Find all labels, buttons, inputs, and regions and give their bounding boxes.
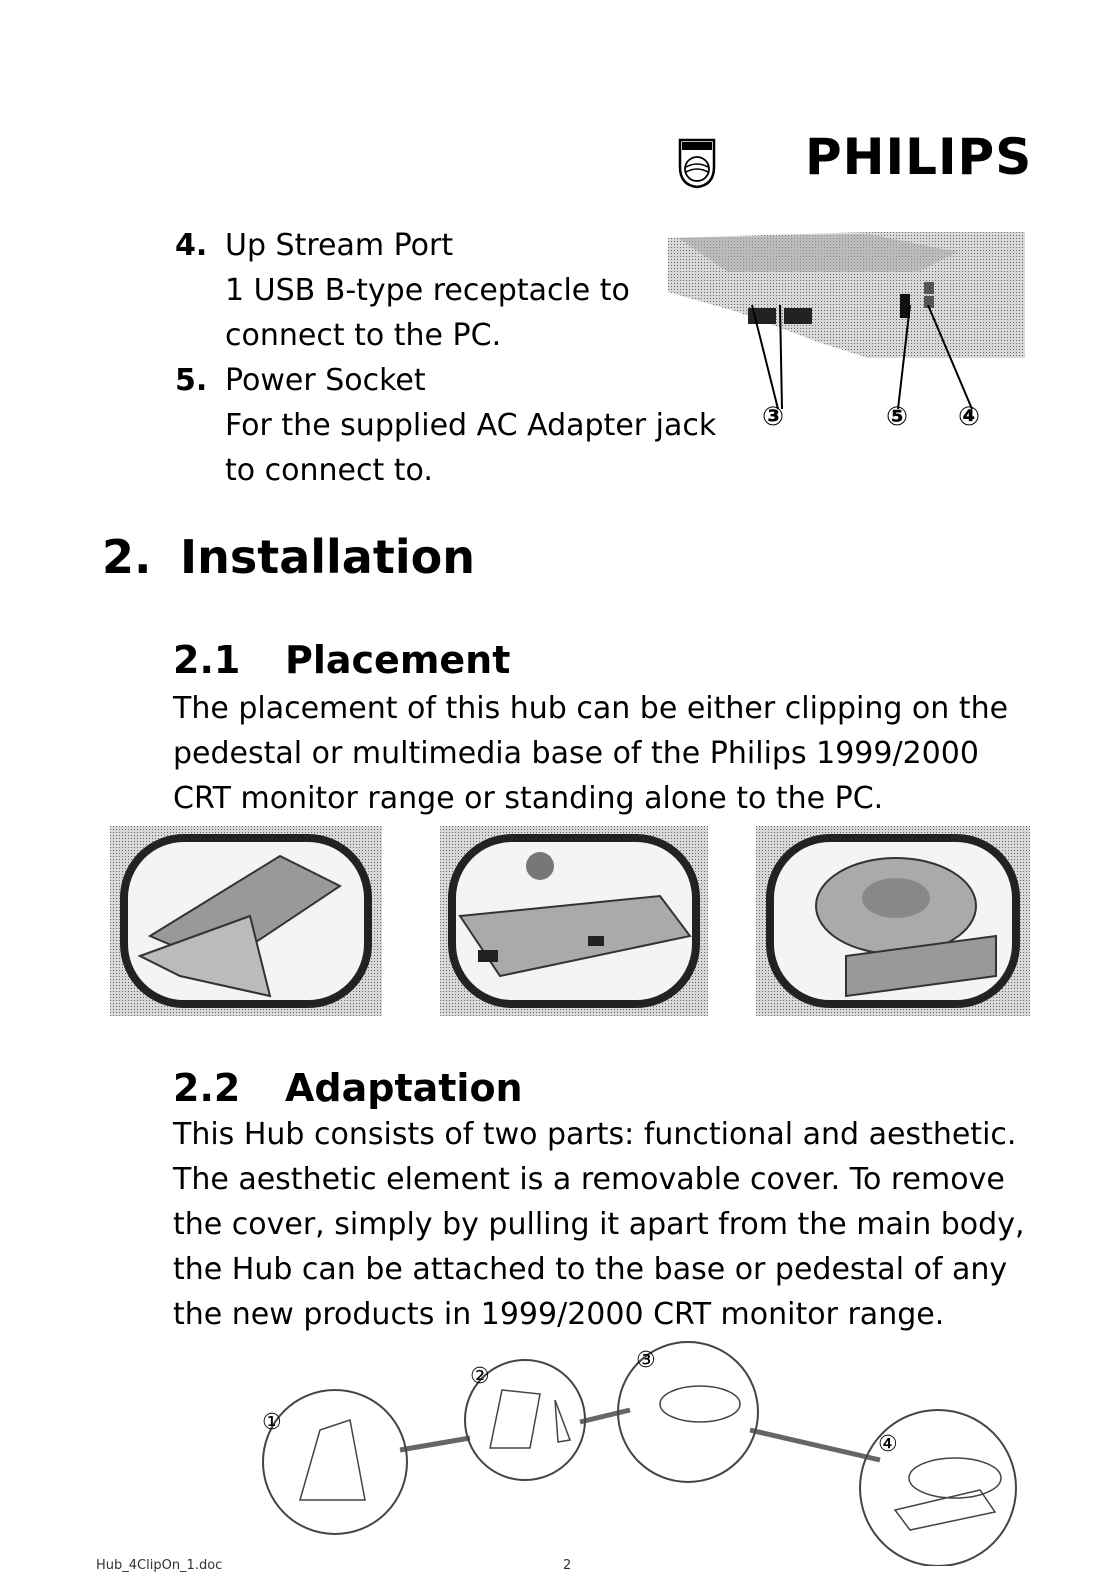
list-item-line: connect to the PC. [225, 318, 502, 353]
adaptation-paragraph [173, 1112, 1025, 1337]
step-3-label: ③ [636, 1348, 656, 1373]
list-item-line: For the supplied AC Adapter jack [225, 408, 717, 443]
list-item-line: to connect to. [225, 453, 433, 488]
placement-photo-standalone [756, 826, 1030, 1016]
subsection-title: Placement [285, 638, 511, 682]
philips-shield-icon [677, 137, 717, 189]
subsection-title: Adaptation [285, 1066, 523, 1110]
list-item [175, 223, 716, 493]
subsection-number: 2.2 [173, 1066, 241, 1110]
placement-paragraph [173, 686, 1008, 821]
subsection-number: 2.1 [173, 638, 241, 682]
callout-4: ④ [958, 402, 981, 432]
brand-logo-text: PHILIPS [805, 128, 1033, 186]
list-item-number: 5. [175, 363, 208, 398]
subsection-heading [173, 1066, 523, 1110]
callout-lines [740, 305, 990, 415]
page-number: 2 [563, 1558, 572, 1573]
placement-photo-base [440, 826, 708, 1016]
placement-photo-clip-on [110, 826, 382, 1016]
list-item-title: Power Socket [225, 363, 426, 398]
section-title: Installation [180, 530, 475, 584]
adaptation-steps-diagram [240, 1340, 1030, 1566]
step-1-label: ① [262, 1410, 282, 1435]
paragraph-line: This Hub consists of two parts: functional and aesthetic. [173, 1117, 1017, 1152]
step-4-label: ④ [878, 1432, 898, 1457]
section-number: 2. [102, 530, 152, 584]
callout-5: ⑤ [886, 402, 909, 432]
paragraph-line: the Hub can be attached to the base or pedestal of any [173, 1252, 1008, 1287]
subsection-heading [173, 638, 510, 682]
paragraph-line: the cover, simply by pulling it apart from the main body, [173, 1207, 1025, 1242]
paragraph-line: CRT monitor range or standing alone to the PC. [173, 781, 884, 816]
list-item-line: 1 USB B-type receptacle to [225, 273, 630, 308]
callout-3: ③ [762, 402, 785, 432]
list-item-title: Up Stream Port [225, 228, 454, 263]
section-heading [102, 530, 475, 584]
list-item-number: 4. [175, 228, 208, 263]
paragraph-line: the new products in 1999/2000 CRT monitor range. [173, 1297, 945, 1332]
paragraph-line: The aesthetic element is a removable cover. To remove [173, 1162, 1005, 1197]
paragraph-line: The placement of this hub can be either clipping on the [173, 691, 1009, 726]
footer-filename: Hub_4ClipOn_1.doc [96, 1558, 223, 1573]
step-2-label: ② [470, 1364, 490, 1389]
paragraph-line: pedestal or multimedia base of the Philips 1999/2000 [173, 736, 979, 771]
